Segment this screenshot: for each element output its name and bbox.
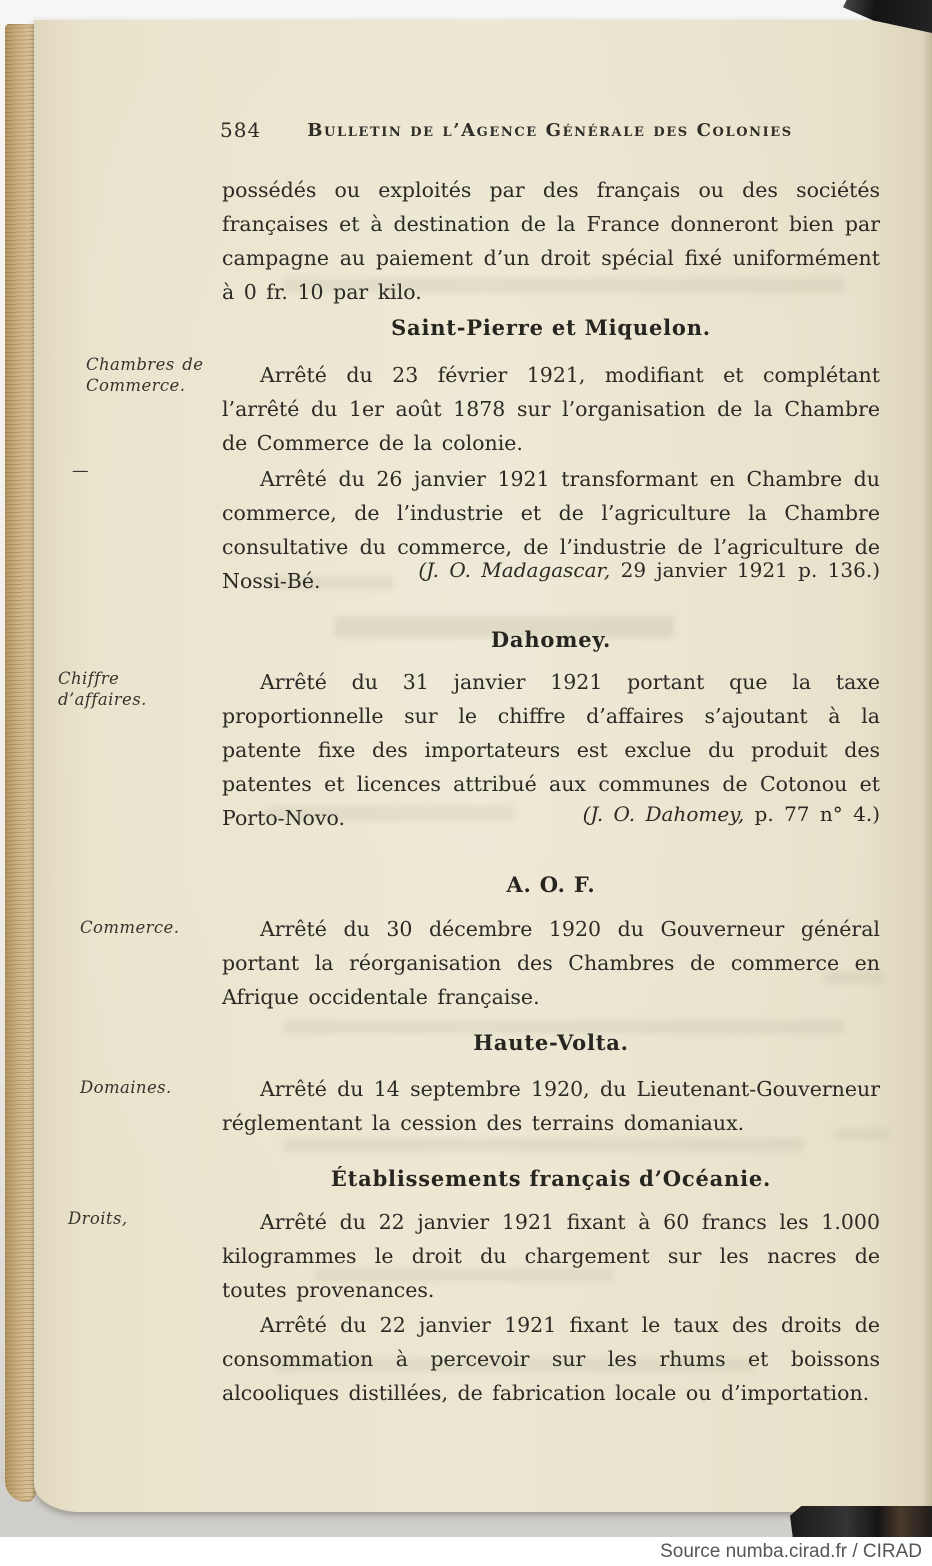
section-heading-aof: A. O. F.: [506, 872, 596, 897]
citation-jo-dahomey: [222, 802, 880, 826]
citation-source: (J. O. Dahomey,: [582, 802, 745, 826]
book-fore-edge: [5, 24, 36, 1502]
book-page: [34, 20, 932, 1512]
margin-note-droits: Droits,: [68, 1209, 128, 1228]
source-credit-text: Source numba.cirad.fr / CIRAD: [660, 1540, 922, 1562]
citation-detail: p. 77 n° 4.): [744, 802, 880, 826]
section-heading-haute-volta: Haute-Volta.: [473, 1030, 629, 1055]
paragraph-arrete-30-decembre-1920: Arrêté du 30 décembre 1920 du Gouverneur général portant la réorganisation des Chambres de commerce en Afrique occidentale française.: [222, 917, 880, 1009]
margin-note-ditto-dash: —: [72, 461, 89, 480]
section-heading-oceanie: Établissements français d’Océanie.: [330, 1166, 772, 1191]
margin-note-chambres-de-commerce: Chambres de Commerce.: [86, 355, 204, 395]
scanner-clamp-object-bottom: [790, 1506, 932, 1538]
source-credit-bar: [0, 1537, 932, 1566]
citation-jo-madagascar: [222, 558, 880, 582]
bleed-through-artifact: [284, 1138, 804, 1152]
paragraph-arrete-14-septembre-1920: Arrêté du 14 septembre 1920, du Lieutenant-Gouverneur réglementant la cession des terrains domaniaux.: [222, 1077, 880, 1135]
paragraph-arrete-31-janvier-1921: Arrêté du 31 janvier 1921 portant que la taxe proportionnelle sur le chiffre d’affaires s’ajoutant à la patente fixe des importateurs est exclue du produit des patentes et licences attribué aux communes de Cotonou et Porto-Novo.: [222, 670, 880, 830]
paragraph-arrete-26-janvier-1921: Arrêté du 26 janvier 1921 transformant en Chambre du commerce, de l’industrie et de l’agriculture la Chambre consultative du commerce, de l’industrie de l’agriculture de Nossi-Bé.: [222, 467, 880, 593]
section-heading-saint-pierre: Saint-Pierre et Miquelon.: [391, 315, 711, 340]
paragraph-intro: possédés ou exploités par des français ou des sociétés françaises et à destination de la France donneront bien par campagne au paiement d’un droit spécial fixé uniformément à 0 fr. 10 par kilo.: [222, 178, 880, 304]
paragraph-arrete-22-janvier-1921-rhums: Arrêté du 22 janvier 1921 fixant le taux des droits de consommation à percevoir sur les rhums et boissons alcooliques distillées, de fabrication locale ou d’importation.: [222, 1313, 880, 1405]
margin-note-commerce: Commerce.: [80, 918, 180, 937]
margin-note-domaines: Domaines.: [80, 1078, 172, 1097]
section-heading-dahomey: Dahomey.: [490, 627, 612, 652]
paragraph-arrete-22-janvier-1921-nacres: Arrêté du 22 janvier 1921 fixant à 60 francs les 1.000 kilogrammes le droit du chargement sur les nacres de toutes provenances.: [222, 1210, 880, 1302]
paragraph-arrete-23-fevrier-1921: Arrêté du 23 février 1921, modifiant et complétant l’arrêté du 1er août 1878 sur l’organisation de la Chambre de Commerce de la colonie.: [222, 363, 880, 455]
page-number: 584: [220, 118, 262, 142]
margin-note-chiffre-affaires: Chiffre d’affaires.: [58, 669, 147, 709]
citation-source: (J. O. Madagascar,: [418, 558, 611, 582]
citation-detail: 29 janvier 1921 p. 136.): [610, 558, 880, 582]
running-title: Bulletin de l’Agence Générale des Colonies: [307, 120, 793, 141]
